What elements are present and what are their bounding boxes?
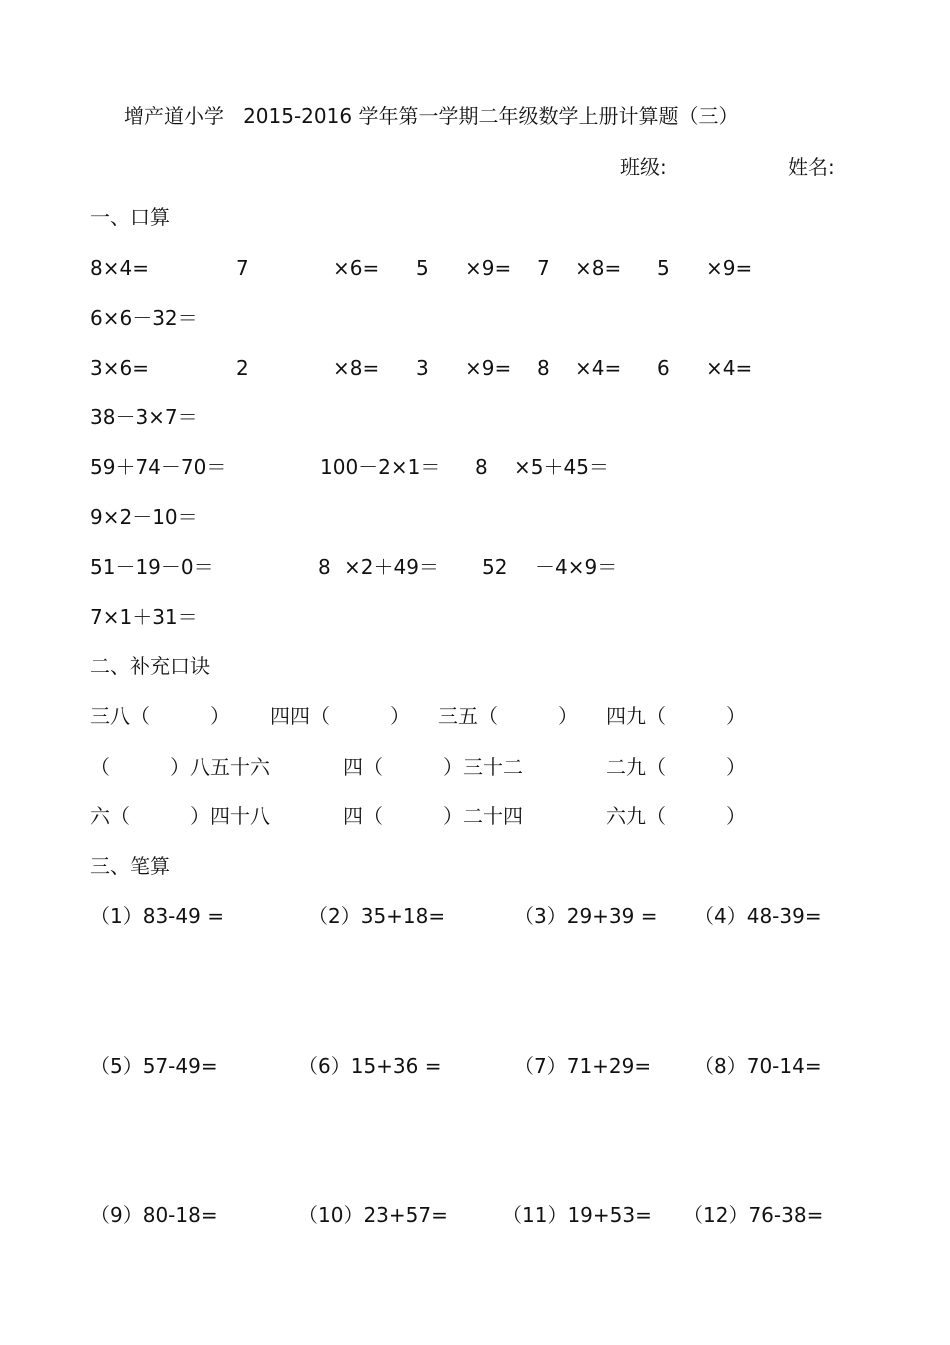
mental-math-item: 51－19－0＝: [90, 555, 214, 579]
written-calc-item: （8）70-14=: [694, 1054, 822, 1078]
mental-math-item: ×8=: [333, 356, 380, 380]
mental-math-item: 8: [537, 356, 550, 380]
written-calc-item: （10）23+57=: [298, 1203, 448, 1227]
mental-math-item: 6: [657, 356, 670, 380]
rhyme-item: 六（ ）四十八: [90, 804, 270, 828]
mental-math-item: ×8=: [575, 256, 622, 280]
mental-math-item: 59＋74－70＝: [90, 455, 227, 479]
mental-math-item: 8: [475, 455, 488, 479]
written-calc-item: （6）15+36 =: [298, 1054, 442, 1078]
mental-math-item: 9×2－10＝: [90, 505, 198, 529]
mental-math-item: ×5＋45＝: [514, 455, 609, 479]
written-calc-item: （2）35+18=: [308, 904, 446, 928]
written-calc-item: （9）80-18=: [90, 1203, 218, 1227]
mental-math-item: 5: [657, 256, 670, 280]
mental-math-item: ×4=: [706, 356, 753, 380]
section3-heading: 三、笔算: [90, 854, 170, 878]
mental-math-item: 38－3×7＝: [90, 405, 198, 429]
mental-math-item: ×9=: [465, 356, 512, 380]
written-calc-item: （7）71+29=: [514, 1054, 652, 1078]
mental-math-item: ×6=: [333, 256, 380, 280]
mental-math-item: ×9=: [706, 256, 753, 280]
section2-heading: 二、补充口诀: [90, 654, 210, 678]
mental-math-item: 6×6－32＝: [90, 306, 198, 330]
mental-math-item: 52: [482, 555, 508, 579]
written-calc-item: （5）57-49=: [90, 1054, 218, 1078]
rhyme-item: 四（ ）二十四: [343, 804, 523, 828]
mental-math-item: 100－2×1＝: [320, 455, 441, 479]
mental-math-item: 5: [416, 256, 429, 280]
mental-math-item: ×2＋49＝: [344, 555, 439, 579]
rhyme-item: 六九（ ）: [606, 804, 746, 828]
mental-math-item: ×9=: [465, 256, 512, 280]
rhyme-item: 二九（ ）: [606, 755, 746, 779]
page-title: 增产道小学 2015-2016 学年第一学期二年级数学上册计算题（三）: [124, 104, 739, 128]
rhyme-item: 四（ ）三十二: [343, 755, 523, 779]
written-calc-item: （1）83-49 =: [90, 904, 224, 928]
written-calc-item: （3）29+39 =: [514, 904, 658, 928]
mental-math-item: 3: [416, 356, 429, 380]
written-calc-item: （4）48-39=: [694, 904, 822, 928]
rhyme-item: （ ）八五十六: [90, 755, 270, 779]
mental-math-item: 7: [236, 256, 249, 280]
mental-math-item: 2: [236, 356, 249, 380]
written-calc-item: （12）76-38=: [683, 1203, 824, 1227]
mental-math-item: ×4=: [575, 356, 622, 380]
mental-math-item: 8×4=: [90, 256, 149, 280]
rhyme-item: 四九（ ）: [606, 704, 746, 728]
written-calc-item: （11）19+53=: [502, 1203, 652, 1227]
class-label: 班级:: [620, 155, 667, 179]
mental-math-item: 7: [537, 256, 550, 280]
mental-math-item: 3×6=: [90, 356, 149, 380]
mental-math-item: 8: [318, 555, 331, 579]
mental-math-item: －4×9＝: [535, 555, 618, 579]
name-label: 姓名:: [788, 155, 835, 179]
mental-math-item: 7×1＋31＝: [90, 605, 198, 629]
rhyme-item: 三八（ ）: [90, 704, 230, 728]
section1-heading: 一、口算: [90, 205, 170, 229]
rhyme-item: 三五（ ）: [438, 704, 578, 728]
rhyme-item: 四四（ ）: [270, 704, 410, 728]
